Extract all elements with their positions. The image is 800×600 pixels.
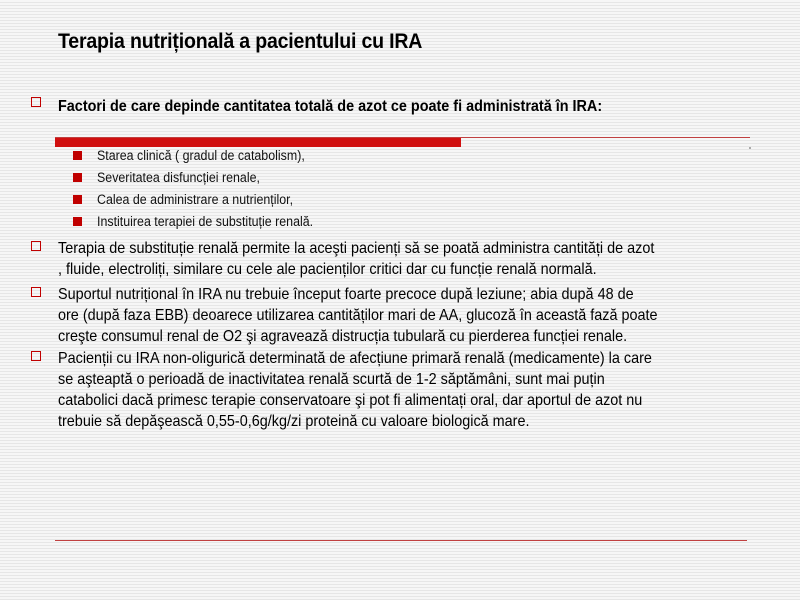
slide-title: Terapia nutrițională a pacientului cu IRA — [58, 30, 423, 53]
sub-item: Calea de administrare a nutrienților, — [97, 192, 294, 207]
filled-square-bullet-icon — [73, 217, 82, 226]
bullet-text-line: se aşteaptă o perioadă de inactivitatea renală scurtă de 1-2 săptămâni, sunt mai puțin — [58, 371, 605, 388]
hollow-square-bullet-icon — [31, 351, 41, 361]
hollow-square-bullet-icon — [31, 241, 41, 251]
decorative-dot — [749, 147, 751, 149]
bullet-text-line: Terapia de substituție renală permite la aceşti pacienți să se poată administra cantități de azot — [58, 240, 655, 257]
bullet-text-line: , fluide, electroliți, similare cu cele ale pacienților critici dar cu funcție renală normală. — [58, 261, 597, 278]
bullet-text-line: ore (după faza EBB) deoarece utilizarea cantităților mari de AA, glucoză în această fază poate — [58, 307, 658, 324]
filled-square-bullet-icon — [73, 195, 82, 204]
sub-item: Severitatea disfuncției renale, — [97, 170, 260, 185]
divider-line-bottom — [55, 540, 747, 541]
hollow-square-bullet-icon — [31, 287, 41, 297]
bullet-text-line: Suportul nutrițional în IRA nu trebuie început foarte precoce după leziune; abia după 48 de — [58, 286, 634, 303]
bullet-text-line: creşte consumul renal de O2 şi agravează distrucția tubulară cu pierderea funcției renale. — [58, 328, 628, 345]
bullet-text-line: Factori de care depinde cantitatea totală de azot ce poate fi administrată în IRA: — [58, 98, 603, 115]
sub-item: Instituirea terapiei de substituție renală. — [97, 214, 314, 229]
filled-square-bullet-icon — [73, 173, 82, 182]
bullet-text-line: trebuie să depăşească 0,55-0,6g/kg/zi proteină cu valoare biologică mare. — [58, 413, 530, 430]
bullet-text-line: Pacienții cu IRA non-oligurică determinată de afecțiune primară renală (medicamente) la care — [58, 350, 652, 367]
hollow-square-bullet-icon — [31, 97, 41, 107]
filled-square-bullet-icon — [73, 151, 82, 160]
bullet-text-line: catabolici dacă primesc terapie conservatoare şi pot fi alimentați oral, dar aportul de azot nu — [58, 392, 643, 409]
sub-item: Starea clinică ( gradul de catabolism), — [97, 148, 305, 163]
